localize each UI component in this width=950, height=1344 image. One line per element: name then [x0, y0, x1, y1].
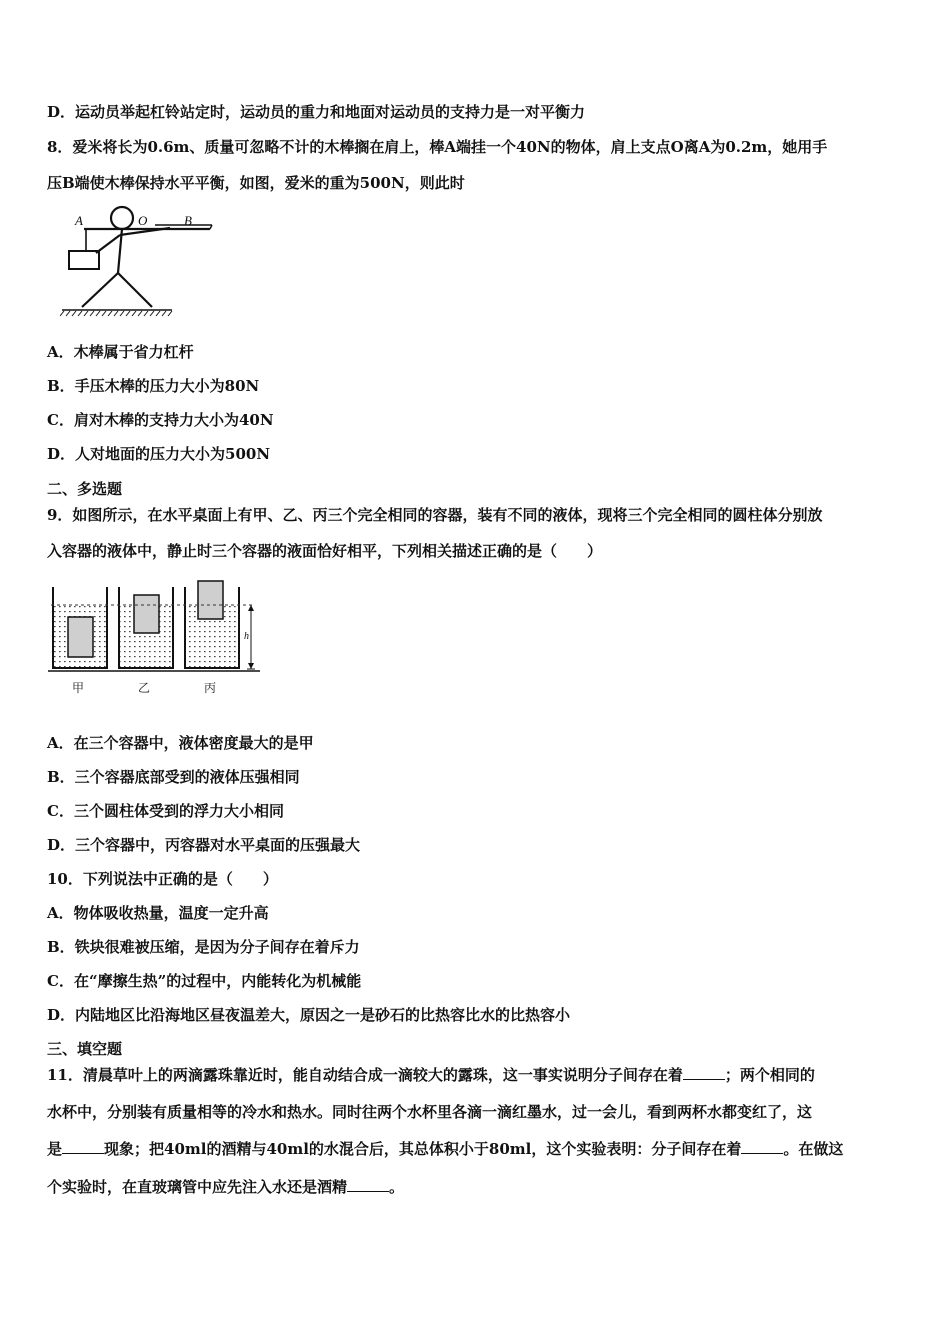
- head-shape: [111, 207, 133, 229]
- q11-text-4a: 个实验时，在直玻璃管中应先注入水还是酒精: [47, 1178, 348, 1196]
- q11-text-3a: 是: [47, 1140, 63, 1158]
- label-h: h: [244, 631, 249, 642]
- q7-option-d: D．运动员举起杠铃站定时，运动员的重力和地面对运动员的支持力是一对平衡力: [47, 103, 586, 121]
- q8-option-d: D．人对地面的压力大小为500N: [47, 445, 271, 463]
- section-title-fill: 三、填空题: [47, 1040, 123, 1058]
- answer-blank-2[interactable]: [62, 1139, 104, 1154]
- answer-blank-4[interactable]: [347, 1177, 389, 1192]
- q11-text-4b: 。: [389, 1178, 405, 1196]
- q8-option-b: B．手压木棒的压力大小为80N: [47, 377, 260, 395]
- label-jia: 甲: [72, 681, 85, 695]
- q11-text-3c: 。在做这: [783, 1140, 844, 1158]
- label-a: A: [75, 213, 83, 228]
- q11-text-3b: 现象；把40ml的酒精与40ml的水混合后，其总体积小于80ml，这个实验表明：分子间存在着: [104, 1140, 742, 1158]
- q11-line4: [47, 1177, 909, 1197]
- label-yi: 乙: [138, 681, 151, 695]
- label-o: O: [138, 213, 148, 228]
- q10-stem: 10．下列说法中正确的是（ ）: [47, 870, 278, 888]
- q11-line1: [47, 1065, 909, 1085]
- q8-lever-figure: [60, 203, 230, 318]
- q11-text-1a: 11．清晨草叶上的两滴露珠靠近时，能自动结合成一滴较大的露珠，这一事实说明分子间存在着: [47, 1066, 683, 1084]
- label-b: B: [184, 213, 192, 228]
- q8-option-a: A．木棒属于省力杠杆: [47, 343, 194, 361]
- q11-line2: 水杯中，分别装有质量相等的冷水和热水。同时往两个水杯里各滴一滴红墨水，过一会儿，看到两杯水都变红了，这: [47, 1103, 813, 1121]
- cylinder-jia: [68, 617, 93, 657]
- q9-stem-line1: 9．如图所示，在水平桌面上有甲、乙、丙三个完全相同的容器，装有不同的液体，现将三个完全相同的圆柱体分别放: [47, 506, 823, 524]
- q10-option-a: A．物体吸收热量，温度一定升高: [47, 904, 269, 922]
- q9-containers-figure: [48, 575, 263, 700]
- q8-stem-line1: 8．爱米将长为0.6m、质量可忽略不计的木棒搁在肩上，棒A端挂一个40N的物体，肩上支点O离A为0.2m，她用手: [47, 138, 828, 156]
- q9-option-d: D．三个容器中，丙容器对水平桌面的压强最大: [47, 836, 361, 854]
- q8-stem-line2: 压B端使木棒保持水平平衡，如图，爱米的重为500N，则此时: [47, 174, 465, 192]
- cylinder-yi: [134, 595, 159, 633]
- q9-option-a: A．在三个容器中，液体密度最大的是甲: [47, 734, 314, 752]
- label-bing: 丙: [204, 681, 217, 695]
- q11-line3: [47, 1139, 909, 1159]
- section-title-multi: 二、多选题: [47, 480, 123, 498]
- q9-stem-line2: 入容器的液体中，静止时三个容器的液面恰好相平，下列相关描述正确的是（ ）: [47, 542, 603, 560]
- q8-option-c: C．肩对木棒的支持力大小为40N: [47, 411, 274, 429]
- q9-option-c: C．三个圆柱体受到的浮力大小相同: [47, 802, 284, 820]
- q10-option-d: D．内陆地区比沿海地区昼夜温差大，原因之一是砂石的比热容比水的比热容小: [47, 1006, 571, 1024]
- q9-option-b: B．三个容器底部受到的液体压强相同: [47, 768, 300, 786]
- q10-option-b: B．铁块很难被压缩，是因为分子间存在着斥力: [47, 938, 360, 956]
- cylinder-bing: [198, 581, 223, 619]
- answer-blank-1[interactable]: [683, 1065, 725, 1080]
- q10-option-c: C．在“摩擦生热”的过程中，内能转化为机械能: [47, 972, 362, 990]
- answer-blank-3[interactable]: [741, 1139, 783, 1154]
- q11-text-1b: ；两个相同的: [724, 1066, 815, 1084]
- hanging-box: [69, 251, 99, 269]
